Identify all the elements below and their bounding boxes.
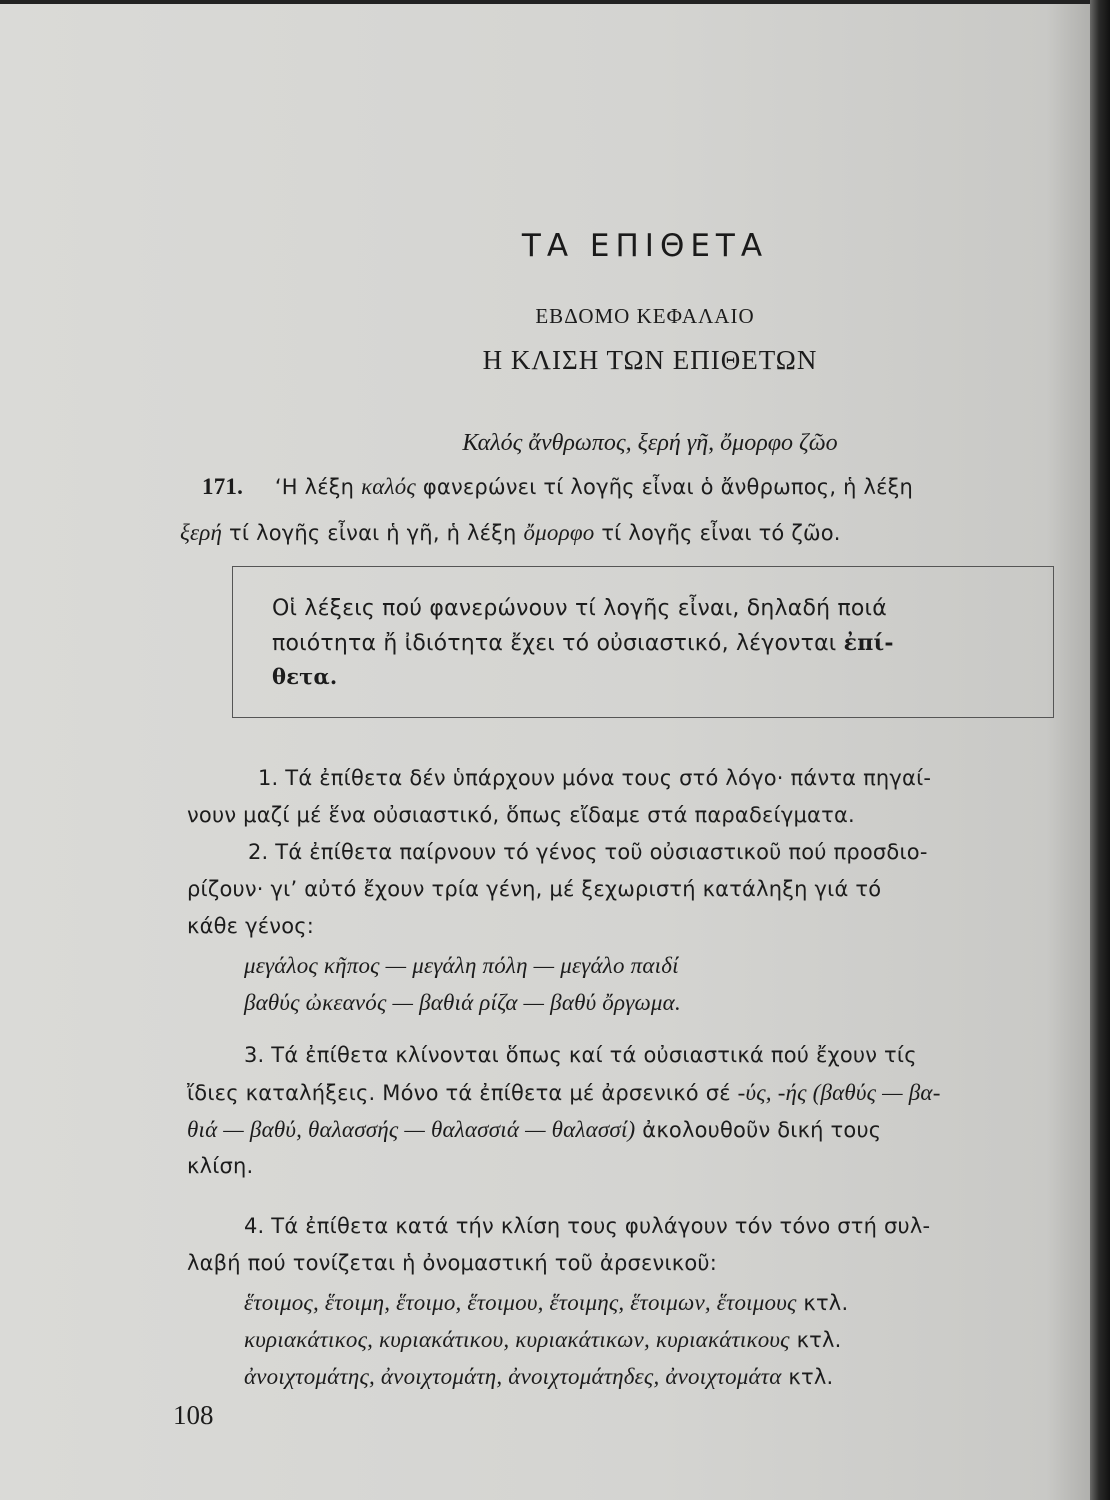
epigraph: Καλός ἄνθρωπος, ξερή γῆ, ὄμορφο ζῶο bbox=[462, 430, 838, 456]
rule-4-example-2: κυριακάτικος, κυριακάτικου, κυριακάτικων, κυριακάτικους κτλ. bbox=[244, 1327, 842, 1352]
term-epitheta: ἐπί- bbox=[843, 630, 894, 656]
section-heading: Η ΚΛΙΣΗ ΤΩΝ ΕΠΙΘΕΤΩΝ bbox=[482, 345, 818, 375]
rule-2-example-1: μεγάλος κῆπος — μεγάλη πόλη — μεγάλο παιδί bbox=[244, 953, 679, 978]
page-number: 108 bbox=[173, 1400, 214, 1430]
rule-4-example-1: ἕτοιμος, ἕτοιμη, ἕτοιμο, ἕτοιμου, ἕτοιμης, ἕτοιμων, ἕτοιμους κτλ. bbox=[244, 1290, 849, 1315]
rule-2-line-1: 2. Τά ἐπίθετα παίρνουν τό γένος τοῦ οὐσιαστικοῦ πού προσδιο- bbox=[248, 840, 928, 864]
para-number: 171. bbox=[202, 474, 244, 499]
rule-3-line-2: ἴδιες καταλήξεις. Μόνο τά ἐπίθετα μέ ἀρσενικό σέ -ύς, -ής (βαθύς — βα- bbox=[187, 1080, 941, 1105]
rule-3-line-3: θιά — βαθύ, θαλασσής — θαλασσιά — θαλασσί) ἀκολουθοῦν δική τους bbox=[187, 1117, 882, 1142]
rule-2-line-3: κάθε γένος: bbox=[187, 914, 315, 938]
rule-2-example-2: βαθύς ὠκεανός — βαθιά ρίζα — βαθύ ὄργωμα. bbox=[244, 990, 681, 1015]
rule-2-line-2: ρίζουν· γι’ αὐτό ἔχουν τρία γένη, μέ ξεχωριστή κατάληξη γιά τό bbox=[187, 877, 882, 901]
rule-1-line-1: 1. Τά ἐπίθετα δέν ὑπάρχουν μόνα τους στό λόγο· πάντα πηγαί- bbox=[258, 766, 932, 790]
page-top-edge bbox=[0, 0, 1090, 4]
rule-3-line-4: κλίση. bbox=[187, 1154, 254, 1178]
rule-4-line-2: λαβή πού τονίζεται ἡ ὀνομαστική τοῦ ἀρσενικοῦ: bbox=[187, 1251, 718, 1275]
rule-3-line-1: 3. Τά ἐπίθετα κλίνονται ὅπως καί τά οὐσιαστικά πού ἔχουν τίς bbox=[244, 1043, 917, 1067]
rule-4-example-3: ἀνοιχτομάτης, ἀνοιχτομάτη, ἀνοιχτομάτηδες, ἀνοιχτομάτα κτλ. bbox=[244, 1364, 834, 1389]
para-171-line-1: 171. ‘Η λέξη καλός φανερώνει τί λογῆς εἶναι ὁ ἄνθρωπος, ἡ λέξη bbox=[202, 474, 914, 499]
definition-line-1: Οἱ λέξεις πού φανερώνουν τί λογῆς εἶναι, δηλαδή ποιά bbox=[272, 596, 887, 621]
para-171-line-2: ξερή τί λογῆς εἶναι ἡ γῆ, ἡ λέξη ὄμορφο τί λογῆς εἶναι τό ζῶο. bbox=[180, 520, 841, 545]
book-spine bbox=[1090, 0, 1110, 1500]
rule-1-line-2: νουν μαζί μέ ἕνα οὐσιαστικό, ὅπως εἴδαμε στά παραδείγματα. bbox=[187, 803, 855, 827]
definition-line-2: ποιότητα ἤ ἰδιότητα ἔχει τό οὐσιαστικό, λέγονται ἐπί- bbox=[272, 630, 894, 656]
definition-line-3: θετα. bbox=[272, 664, 338, 689]
chapter-heading: ΕΒΔΟΜΟ ΚΕΦΑΛΑΙΟ bbox=[535, 304, 755, 328]
main-title: ΤΑ ΕΠΙΘΕΤΑ bbox=[521, 228, 769, 264]
rule-4-line-1: 4. Τά ἐπίθετα κατά τήν κλίση τους φυλάγουν τόν τόνο στή συλ- bbox=[244, 1214, 931, 1238]
